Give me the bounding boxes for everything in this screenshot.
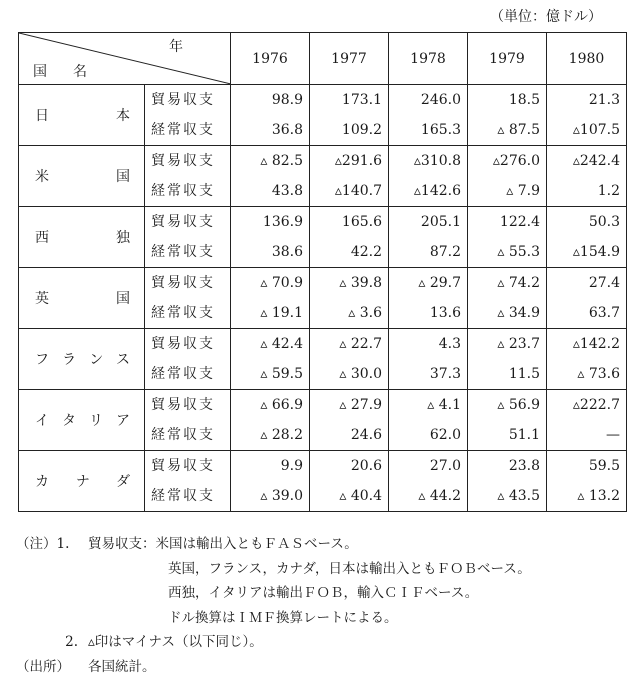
item-label: 貿易収支 xyxy=(151,336,215,352)
value-cell xyxy=(547,85,627,146)
trade-balance-value: ▵ 29.7 xyxy=(418,275,461,291)
trade-balance-value: ▵242.4 xyxy=(572,153,620,169)
value-cell xyxy=(547,451,627,512)
value-cell xyxy=(231,85,310,146)
year-header: 1978 xyxy=(389,33,468,85)
current-account-value: ▵ 59.5 xyxy=(260,366,303,382)
current-account-value: 37.3 xyxy=(429,366,461,382)
trade-balance-value: ▵ 27.9 xyxy=(339,397,382,413)
country-row xyxy=(19,268,627,329)
trade-balance-value: ▵276.0 xyxy=(492,153,540,169)
current-account-value: ▵ 3.6 xyxy=(348,305,382,321)
value-cell xyxy=(389,329,468,390)
value-cell xyxy=(468,85,547,146)
value-cell xyxy=(389,207,468,268)
note-1-label: （注）1. xyxy=(16,536,70,552)
trade-balance-value: 9.9 xyxy=(280,458,303,474)
trade-balance-value: 23.8 xyxy=(508,458,540,474)
year-header: 1977 xyxy=(310,33,389,85)
current-account-value: 62.0 xyxy=(429,427,461,443)
trade-balance-value: 4.3 xyxy=(438,336,461,352)
value-cell xyxy=(468,329,547,390)
current-account-value: ▵ 19.1 xyxy=(260,305,303,321)
item-labels xyxy=(145,268,231,329)
item-label: 経常収支 xyxy=(151,183,215,199)
value-cell xyxy=(389,85,468,146)
value-cell xyxy=(231,329,310,390)
balance-table xyxy=(18,32,627,512)
year-header: 1976 xyxy=(231,33,310,85)
current-account-value: ▵154.9 xyxy=(572,244,620,260)
note-2-text: ▵印はマイナス（以下同じ）。 xyxy=(88,634,263,650)
value-cell xyxy=(310,207,389,268)
current-account-value: 24.6 xyxy=(350,427,382,443)
current-account-value: 87.2 xyxy=(429,244,461,260)
trade-balance-value: 122.4 xyxy=(499,214,540,230)
trade-balance-value: ▵ 70.9 xyxy=(260,275,303,291)
value-cell xyxy=(389,451,468,512)
current-account-value: 165.3 xyxy=(420,122,461,138)
trade-balance-value: ▵ 39.8 xyxy=(339,275,382,291)
trade-balance-value: ▵ 4.1 xyxy=(427,397,461,413)
country-name: カナダ xyxy=(19,451,145,512)
current-account-value: ▵142.6 xyxy=(413,183,461,199)
trade-balance-note-label: 貿易収支： xyxy=(88,536,156,552)
current-account-value: ▵ 7.9 xyxy=(506,183,540,199)
item-labels xyxy=(145,85,231,146)
country-row xyxy=(19,85,627,146)
item-label: 貿易収支 xyxy=(151,397,215,413)
country-axis-label: 国名 xyxy=(33,64,113,80)
trade-balance-value: ▵ 56.9 xyxy=(497,397,540,413)
current-account-value: ▵ 73.6 xyxy=(577,366,620,382)
trade-balance-value: 50.3 xyxy=(588,214,620,230)
country-name: フランス xyxy=(19,329,145,390)
trade-balance-value: ▵ 23.7 xyxy=(497,336,540,352)
current-account-value: ▵140.7 xyxy=(334,183,382,199)
item-labels xyxy=(145,390,231,451)
value-cell xyxy=(310,146,389,207)
trade-balance-value: 27.0 xyxy=(429,458,461,474)
item-label: 経常収支 xyxy=(151,427,215,443)
trade-balance-value: ▵291.6 xyxy=(334,153,382,169)
value-cell xyxy=(547,207,627,268)
trade-balance-value: 136.9 xyxy=(262,214,303,230)
current-account-value: ▵ 34.9 xyxy=(497,305,540,321)
trade-balance-value: 246.0 xyxy=(420,92,461,108)
trade-balance-value: 59.5 xyxy=(588,458,620,474)
trade-balance-value: ▵ 74.2 xyxy=(497,275,540,291)
current-account-value: 38.6 xyxy=(271,244,303,260)
country-row xyxy=(19,451,627,512)
year-header: 1980 xyxy=(547,33,627,85)
trade-balance-value: 205.1 xyxy=(420,214,461,230)
value-cell xyxy=(310,268,389,329)
current-account-value: ▵ 30.0 xyxy=(339,366,382,382)
note-line: 英国，フランス，カナダ，日本は輸出入ともＦＯＢベース。 xyxy=(168,560,531,577)
item-label: 経常収支 xyxy=(151,305,215,321)
trade-balance-value: 18.5 xyxy=(508,92,540,108)
current-account-value: 11.5 xyxy=(508,366,540,382)
country-name: 西独 xyxy=(19,207,145,268)
value-cell xyxy=(547,268,627,329)
value-cell xyxy=(547,146,627,207)
value-cell xyxy=(231,268,310,329)
value-cell xyxy=(310,451,389,512)
value-cell xyxy=(231,146,310,207)
trade-balance-value: ▵ 42.4 xyxy=(260,336,303,352)
country-row xyxy=(19,146,627,207)
year-header: 1979 xyxy=(468,33,547,85)
note-line: 米国は輸出入ともＦＡＳベース。 xyxy=(155,536,358,552)
item-label: 貿易収支 xyxy=(151,275,215,291)
trade-balance-value: ▵ 66.9 xyxy=(260,397,303,413)
current-account-value: 1.2 xyxy=(597,183,620,199)
trade-balance-value: ▵ 82.5 xyxy=(260,153,303,169)
value-cell xyxy=(231,451,310,512)
item-label: 貿易収支 xyxy=(151,153,215,169)
year-axis-label: 年 xyxy=(169,39,183,55)
trade-balance-value: 98.9 xyxy=(271,92,303,108)
country-row xyxy=(19,329,627,390)
value-cell xyxy=(547,329,627,390)
country-name: 日本 xyxy=(19,85,145,146)
value-cell xyxy=(468,451,547,512)
current-account-value: 109.2 xyxy=(341,122,382,138)
value-cell xyxy=(468,146,547,207)
header-row xyxy=(19,33,627,85)
country-name: 米国 xyxy=(19,146,145,207)
current-account-value: — xyxy=(606,427,620,443)
current-account-value: ▵ 87.5 xyxy=(497,122,540,138)
trade-balance-value: 165.6 xyxy=(341,214,382,230)
current-account-value: 42.2 xyxy=(350,244,382,260)
trade-balance-value: 173.1 xyxy=(341,92,382,108)
value-cell xyxy=(231,390,310,451)
item-label: 経常収支 xyxy=(151,244,215,260)
country-row xyxy=(19,207,627,268)
trade-balance-value: 27.4 xyxy=(588,275,620,291)
current-account-value: 43.8 xyxy=(271,183,303,199)
current-account-value: ▵ 28.2 xyxy=(260,427,303,443)
current-account-value: ▵107.5 xyxy=(572,122,620,138)
value-cell xyxy=(389,146,468,207)
item-label: 経常収支 xyxy=(151,488,215,504)
country-row xyxy=(19,390,627,451)
trade-balance-value: ▵222.7 xyxy=(572,397,620,413)
trade-balance-value: ▵310.8 xyxy=(413,153,461,169)
note-line: 西独，イタリアは輸出ＦＯＢ，輸入ＣＩＦベース。 xyxy=(168,585,479,601)
item-label: 経常収支 xyxy=(151,122,215,138)
item-labels xyxy=(145,207,231,268)
notes-section xyxy=(16,532,531,679)
item-labels xyxy=(145,451,231,512)
source-text: 各国統計。 xyxy=(88,658,156,675)
value-cell xyxy=(547,390,627,451)
value-cell xyxy=(468,268,547,329)
value-cell xyxy=(310,390,389,451)
current-account-value: ▵ 55.3 xyxy=(497,244,540,260)
item-label: 貿易収支 xyxy=(151,214,215,230)
country-name: 英国 xyxy=(19,268,145,329)
value-cell xyxy=(468,207,547,268)
current-account-value: ▵ 13.2 xyxy=(577,488,620,504)
value-cell xyxy=(468,390,547,451)
item-labels xyxy=(145,329,231,390)
source-label: （出所） xyxy=(16,658,70,675)
value-cell xyxy=(310,329,389,390)
item-label: 貿易収支 xyxy=(151,458,215,474)
unit-label: （単位：億ドル） xyxy=(490,9,602,25)
note-2-label: 2. xyxy=(65,634,78,650)
trade-balance-value: 20.6 xyxy=(350,458,382,474)
value-cell xyxy=(310,85,389,146)
current-account-value: 63.7 xyxy=(588,305,620,321)
country-name: イタリア xyxy=(19,390,145,451)
value-cell xyxy=(389,390,468,451)
current-account-value: 13.6 xyxy=(429,305,461,321)
current-account-value: ▵ 43.5 xyxy=(497,488,540,504)
trade-balance-value: ▵142.2 xyxy=(572,336,620,352)
current-account-value: 51.1 xyxy=(508,427,540,443)
current-account-value: 36.8 xyxy=(271,122,303,138)
current-account-value: ▵ 40.4 xyxy=(339,488,382,504)
value-cell xyxy=(389,268,468,329)
trade-balance-value: ▵ 22.7 xyxy=(339,336,382,352)
item-label: 経常収支 xyxy=(151,366,215,382)
item-label: 貿易収支 xyxy=(151,92,215,108)
value-cell xyxy=(231,207,310,268)
corner-cell xyxy=(19,33,231,85)
current-account-value: ▵ 39.0 xyxy=(260,488,303,504)
current-account-value: ▵ 44.2 xyxy=(418,488,461,504)
item-labels xyxy=(145,146,231,207)
note-line: ドル換算はＩＭＦ換算レートによる。 xyxy=(168,609,398,626)
trade-balance-value: 21.3 xyxy=(588,92,620,108)
